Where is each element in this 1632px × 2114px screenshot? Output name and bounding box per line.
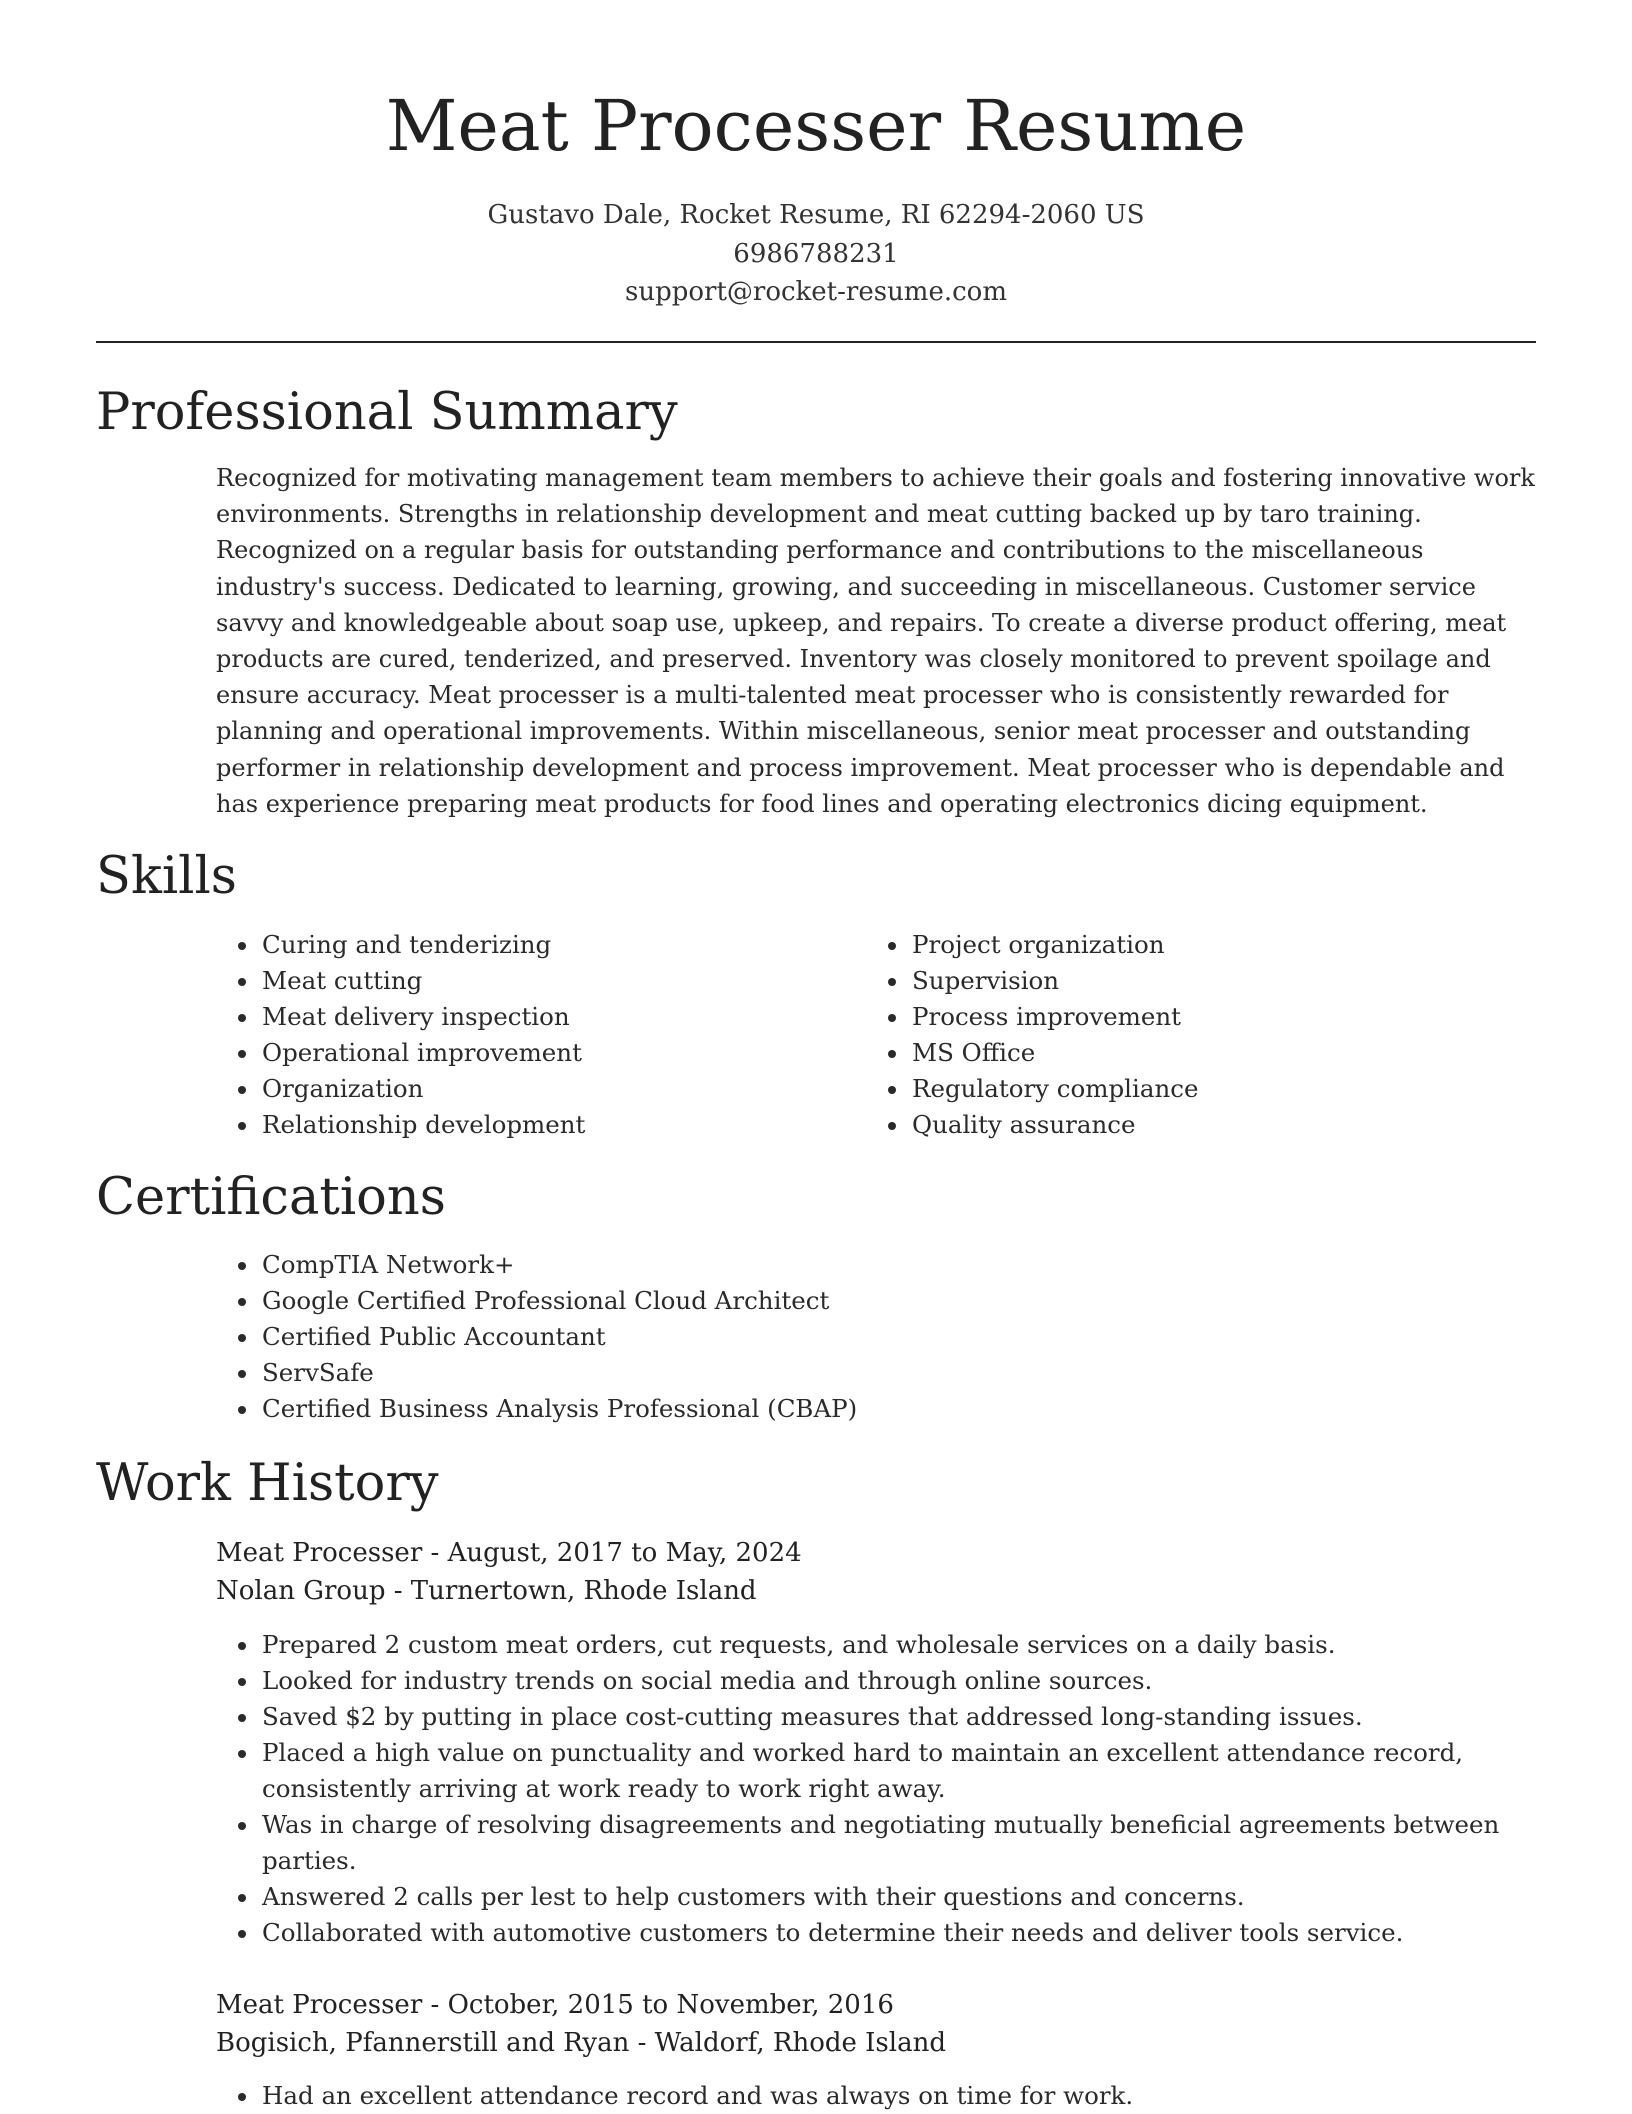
contact-block bbox=[96, 196, 1536, 312]
skill-item: • Curing and tenderizing bbox=[260, 927, 816, 963]
job-bullets bbox=[216, 1627, 1506, 1951]
skill-item: • Supervision bbox=[910, 963, 1466, 999]
skill-item: • MS Office bbox=[910, 1035, 1466, 1071]
skill-item: • Meat delivery inspection bbox=[260, 999, 816, 1035]
certification-item: • ServSafe bbox=[260, 1355, 1416, 1391]
job-bullet: • Prepared 2 custom meat orders, cut requests, and wholesale services on a daily basis. bbox=[260, 1627, 1506, 1663]
job-bullet: • Answered 2 calls per lest to help customers with their questions and concerns. bbox=[260, 1879, 1506, 1915]
skills-list-left bbox=[216, 927, 816, 1143]
job-bullets bbox=[216, 2078, 1506, 2114]
skill-item: • Process improvement bbox=[910, 999, 1466, 1035]
summary-text: Recognized for motivating management team members to achieve their goals and fostering innovative work environments. Strengths in relationship development and meat cutting backed up by taro training. Recognized on a regular basis for outstanding performance and contributions to the miscellaneous industry's success. Dedicated to learning, growing, and succeeding in miscellaneous. Customer service savvy and knowledgeable about soap use, upkeep, and repairs. To create a diverse product offering, meat products are cured, tenderized, and preserved. Inventory was closely monitored to prevent spoilage and ensure accuracy. Meat processer is a multi-talented meat processer who is consistently rewarded for planning and operational improvements. Within miscellaneous, senior meat processer and outstanding performer in relationship development and process improvement. Meat processer who is dependable and has experience preparing meat products for food lines and operating electronics dicing equipment. bbox=[216, 464, 1535, 818]
job-company-line: Nolan Group - Turnertown, Rhode Island bbox=[216, 1576, 757, 1606]
header-divider bbox=[96, 341, 1536, 343]
certifications-list bbox=[216, 1247, 1416, 1427]
contact-address: Gustavo Dale, Rocket Resume, RI 62294-2060 US bbox=[487, 200, 1145, 230]
skill-item: • Relationship development bbox=[260, 1107, 816, 1143]
certification-item: • Google Certified Professional Cloud Architect bbox=[260, 1283, 1416, 1319]
certifications-heading: Certifications bbox=[96, 1168, 446, 1227]
job-bullet: • Collaborated with automotive customers to determine their needs and deliver tools service. bbox=[260, 1915, 1506, 1951]
job-bullet: • Was in charge of resolving disagreements and negotiating mutually beneficial agreements between parties. bbox=[260, 1807, 1506, 1879]
certification-item: • CompTIA Network+ bbox=[260, 1247, 1416, 1283]
job-role-line: Meat Processer - October, 2015 to November, 2016 bbox=[216, 1990, 894, 2020]
summary-heading: Professional Summary bbox=[96, 383, 678, 442]
job-role-line: Meat Processer - August, 2017 to May, 2024 bbox=[216, 1538, 802, 1568]
job-bullet: • Had an excellent attendance record and was always on time for work. bbox=[260, 2078, 1506, 2114]
skills-heading: Skills bbox=[96, 847, 237, 906]
skill-item: • Operational improvement bbox=[260, 1035, 816, 1071]
skill-item: • Organization bbox=[260, 1071, 816, 1107]
job-company-line: Bogisich, Pfannerstill and Ryan - Waldorf, Rhode Island bbox=[216, 2028, 946, 2058]
job-bullet: • Placed a high value on punctuality and worked hard to maintain an excellent attendance record, consistently arriving at work ready to work right away. bbox=[260, 1735, 1506, 1807]
skill-item: • Quality assurance bbox=[910, 1107, 1466, 1143]
resume-title: Meat Processer Resume bbox=[385, 85, 1247, 167]
skills-list-right bbox=[866, 927, 1466, 1143]
resume-header bbox=[96, 78, 1536, 312]
skill-item: • Regulatory compliance bbox=[910, 1071, 1466, 1107]
skill-item: • Meat cutting bbox=[260, 963, 816, 999]
contact-phone: 6986788231 bbox=[733, 238, 899, 269]
skill-item: • Project organization bbox=[910, 927, 1466, 963]
job-bullet: • Looked for industry trends on social media and through online sources. bbox=[260, 1663, 1506, 1699]
certification-item: • Certified Business Analysis Professional (CBAP) bbox=[260, 1391, 1416, 1427]
certification-item: • Certified Public Accountant bbox=[260, 1319, 1416, 1355]
work-history-heading: Work History bbox=[96, 1454, 439, 1513]
contact-email: support@rocket-resume.com bbox=[624, 277, 1007, 307]
job-bullet: • Saved $2 by putting in place cost-cutting measures that addressed long-standing issues. bbox=[260, 1699, 1506, 1735]
